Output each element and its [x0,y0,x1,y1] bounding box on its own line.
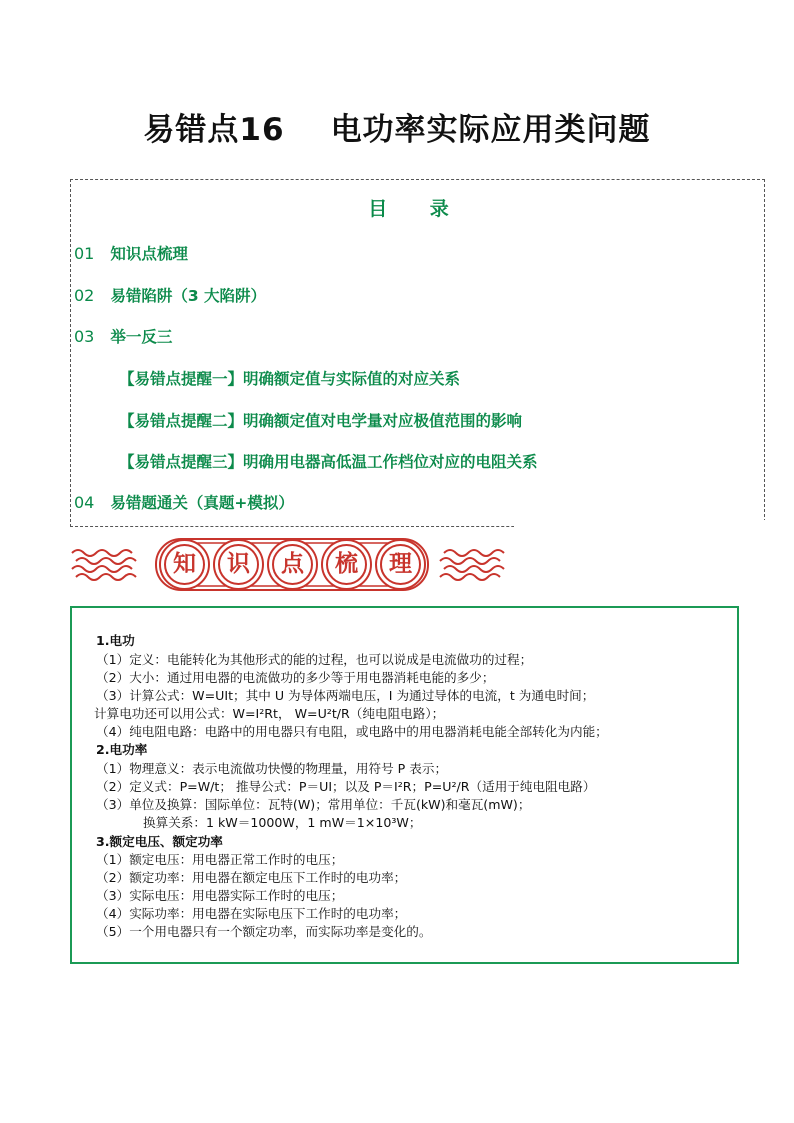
toc-item-label: 易错陷阱（3 大陷阱） [110,287,267,305]
section-heading: 1.电功 [96,633,135,648]
banner-char-circle [267,539,318,590]
banner-char: 理 [380,544,421,585]
toc-subitem-reminder-3[interactable] [119,450,538,472]
wave-line-icon [72,550,132,556]
wave-line-icon [444,566,504,572]
toc-item-number: 04 [74,493,95,512]
toc-heading: 目 录 [368,198,467,220]
knowledge-line: （4）实际功率：用电器在实际电压下工作时的电功率； [96,906,407,921]
table-of-contents [70,179,765,527]
title-part1: 易错点16 [143,112,285,148]
knowledge-line: 换算关系：1 kW＝1000W，1 mW＝1×10³W； [143,815,422,830]
wave-line-icon [444,550,504,556]
page-title [0,104,794,149]
section-heading: 3.额定电压、额定功率 [96,834,223,849]
toc-item-number: 01 [74,244,95,263]
title-part2: 电功率实际应用类问题 [330,112,651,148]
section-banner-knowledge [68,535,528,597]
toc-item-label: 举一反三 [110,328,173,346]
knowledge-line: （2）大小：通过用电器的电流做功的多少等于用电器消耗电能的多少； [96,670,495,685]
toc-subitem-reminder-2[interactable] [119,409,522,431]
knowledge-line: （1）定义：电能转化为其他形式的能的过程，也可以说成是电流做功的过程； [96,652,533,667]
wave-line-icon [440,574,500,580]
knowledge-line: 计算电功还可以用公式：W=I²Rt， W=U²t/R（纯电阻电路）； [94,706,445,721]
banner-char: 知 [164,544,205,585]
toc-item-traps[interactable] [74,284,266,306]
knowledge-line: （5）一个用电器只有一个额定功率，而实际功率是变化的。 [96,924,432,939]
banner-char: 梳 [326,544,367,585]
section-heading: 2.电功率 [96,742,148,757]
knowledge-line: （2）定义式：P=W/t； 推导公式：P＝UI；以及 P＝I²R；P=U²/R（适用于纯电阻电路） [96,779,596,794]
toc-item-exercises[interactable] [74,491,294,513]
toc-item-number: 03 [74,327,95,346]
toc-item-number: 02 [74,286,95,305]
wave-line-icon [76,558,136,564]
toc-item-label: 易错题通关（真题+模拟） [110,494,294,512]
knowledge-line: （1）物理意义：表示电流做功快慢的物理量，用符号 P 表示； [96,761,448,776]
knowledge-line: （3）单位及换算：国际单位：瓦特(W)；常用单位：千瓦(kW)和毫瓦(mW)； [96,797,531,812]
banner-char-circle [321,539,372,590]
knowledge-line: （2）额定功率：用电器在额定电压下工作时的电功率； [96,870,407,885]
knowledge-line: （1）额定电压：用电器正常工作时的电压； [96,852,344,867]
wave-line-icon [440,558,500,564]
toc-border-gap [514,520,774,534]
toc-subitem-reminder-1[interactable] [119,367,460,389]
toc-item-knowledge[interactable] [74,242,188,264]
wave-line-icon [72,566,132,572]
knowledge-line: （4）纯电阻电路：电路中的用电器只有电阻，或电路中的用电器消耗电能全部转化为内能； [96,724,608,739]
wave-line-icon [76,574,136,580]
knowledge-line: （3）计算公式：W=UIt；其中 U 为导体两端电压，I 为通过导体的电流，t 为通电时间； [96,688,595,703]
banner-char: 点 [272,544,313,585]
toc-item-examples[interactable] [74,325,172,347]
toc-item-label: 【易错点提醒三】明确用电器高低温工作档位对应的电阻关系 [119,453,538,471]
banner-char-circle [375,539,426,590]
banner-char: 识 [218,544,259,585]
banner-char-circle [159,539,210,590]
toc-item-label: 【易错点提醒一】明确额定值与实际值的对应关系 [119,370,461,388]
knowledge-line: （3）实际电压：用电器实际工作时的电压； [96,888,344,903]
banner-char-circle [213,539,264,590]
toc-item-label: 知识点梳理 [110,245,188,263]
toc-item-label: 【易错点提醒二】明确额定值对电学量对应极值范围的影响 [119,412,523,430]
